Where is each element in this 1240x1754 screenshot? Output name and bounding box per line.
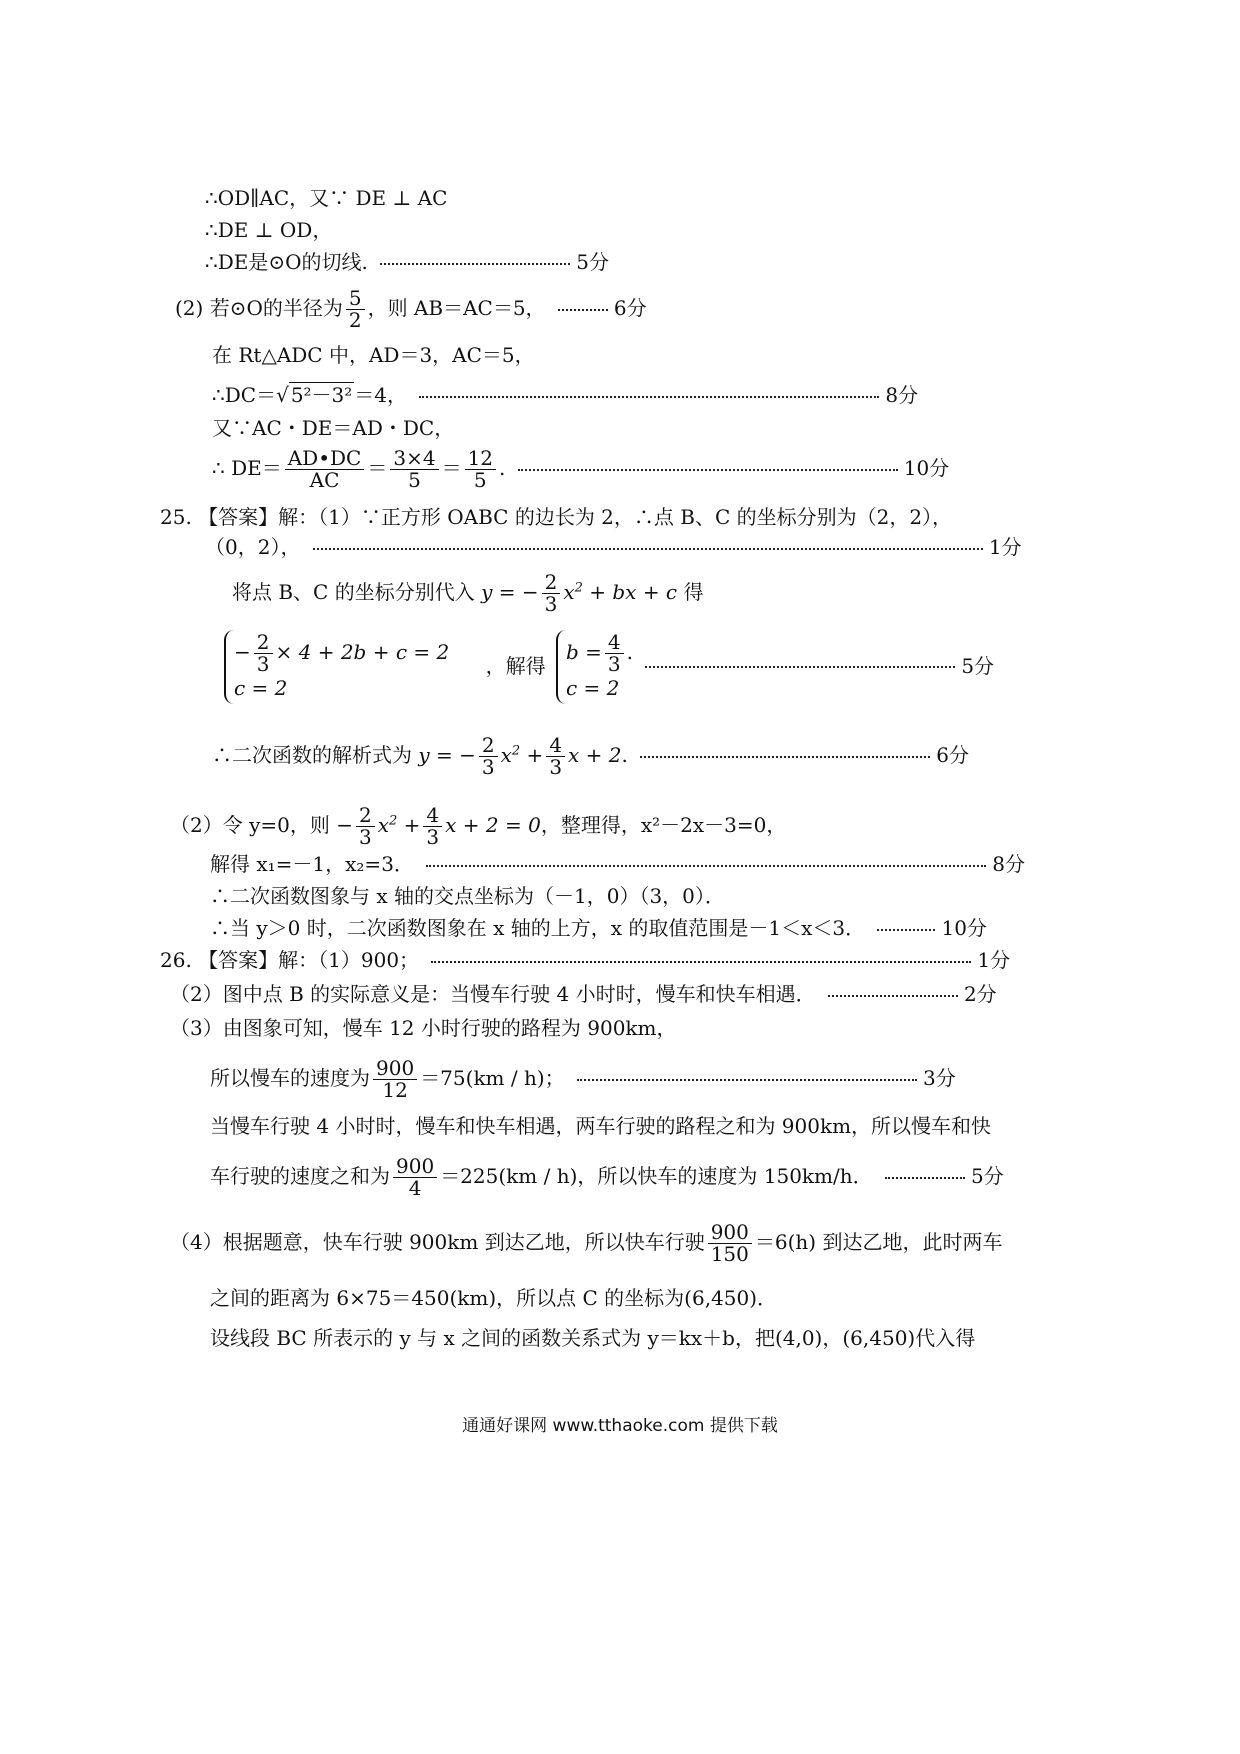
numerator: 3×4 [390,448,438,470]
p25-line-6-post: ，整理得，x²－2x－3=0， [540,813,787,837]
denominator: 3 [549,755,563,779]
numerator: 4 [546,735,565,757]
fraction [356,805,375,848]
p24-line-6-post: ＝4， [354,383,408,407]
p25-line-5: ∴二次函数的解析式为 y = − $\frac{2}{3}$ $x^2$ + $\frac{4}{3}$ x + 2. 6分 [212,733,969,779]
p24-line-4 [175,288,647,331]
fraction [605,632,624,675]
p25-line-3 [232,572,704,615]
p25-line-7-text: 解得 x₁=－1，x₂=3． [210,852,414,876]
equation-part: x + 2 = 0 [445,813,541,837]
score: 8分 [885,383,919,407]
fraction [708,1222,752,1265]
fraction [393,1156,437,1199]
numerator: 2 [542,572,561,594]
p26-line-1 [160,948,1010,972]
fraction [346,288,365,331]
numerator: 12 [465,448,496,470]
equation-system-2: b = $\frac{4}{3}$ . c = 2 [556,630,633,704]
leader-dots [877,929,935,931]
fraction [546,735,565,778]
p25-line-5-pre: ∴二次函数的解析式为 [212,743,412,767]
p25-line-2 [205,535,1022,559]
numerator: AD•DC [285,448,365,470]
leader-dots [558,309,608,311]
p25-line-4-mid: ，解得 [485,653,546,678]
score: 10分 [941,916,987,940]
leader-dots [518,469,898,471]
leader-dots [431,961,971,963]
numerator: 900 [708,1222,752,1244]
p26-line-5: 当慢车行驶 4 小时时，慢车和快车相遇，两车行驶的路程之和为 900km，所以慢车和快 [210,1114,992,1138]
denominator: 12 [382,1078,408,1102]
system-1-eq-1: × 4 + 2b + c = 2 [275,640,450,664]
denominator: AC [309,468,340,492]
score: 6分 [613,296,647,320]
p24-line-5: 在 Rt△ADC 中，AD＝3，AC＝5， [212,343,535,367]
page-footer: 通通好课网 www.tthaoke.com 提供下载 [462,1416,778,1436]
equation-system-1: − $\frac{2}{3}$ × 4 + 2b + c = 2 c = 2 [224,630,449,704]
denominator: 3 [256,652,270,676]
fraction [285,448,365,491]
equation-part: $x^2$ + [377,813,421,837]
score: 5分 [961,653,995,678]
p26-line-4-post: ＝75(km / h)； [420,1066,565,1090]
p25-line-9-text: ∴当 y＞0 时，二次函数图象在 x 轴的上方，x 的取值范围是－1＜x＜3． [210,916,866,940]
leader-dots [828,995,958,997]
p26-line-6-post: ＝225(km / h)，所以快车的速度为 150km/h． [440,1164,873,1188]
p24-line-7: 又∵AC・DE＝AD・DC， [212,416,455,440]
numerator: 2 [356,805,375,827]
p24-line-6: ∴DC＝√ 5²－3² ＝4， 8分 [212,383,919,407]
denominator: 3 [607,652,621,676]
p24-line-4-pre: (2) 若⊙O的半径为 [175,296,343,320]
p25-line-6: （2）令 y=0，则 − $\frac{2}{3}$ $x^2$ + $\frac{4}{3}$ x + 2 = 0，整理得，x²－2x－3=0， [170,803,787,849]
system-2-eq-2: c = 2 [565,676,620,700]
p26-line-4 [210,1058,956,1101]
leader-dots [313,548,983,550]
fraction [254,632,273,675]
p25-line-3-post: 得 [683,580,704,604]
p25-line-1: 25. 【答案】解：（1）∵正方形 OABC 的边长为 2，∴点 B、C 的坐标分别为（2，2）， [160,505,953,529]
denominator: 4 [408,1176,422,1200]
p24-line-2: ∴DE ⊥ OD， [205,218,333,242]
score: 6分 [936,743,969,767]
sqrt-radicand: 5²－3² [290,383,353,407]
p24-line-3-text: ∴DE是⊙O的切线. [205,250,368,274]
leader-dots [419,396,879,398]
p25-line-2-text: （0，2）， [205,535,301,559]
denominator: 3 [426,825,440,849]
leader-dots [426,865,986,867]
score: 5分 [576,250,609,274]
score: 1分 [988,535,1022,559]
p26-line-6-pre: 车行驶的速度之和为 [210,1164,390,1188]
score: 10分 [903,456,950,480]
numerator: 900 [393,1156,437,1178]
p26-line-4-pre: 所以慢车的速度为 [210,1066,370,1090]
p24-line-4-post: ，则 AB＝AC＝5， [367,296,546,320]
p24-line-6-pre: ∴DC＝ [212,383,277,407]
denominator: 3 [544,592,558,616]
p26-line-7-pre: （4）根据题意，快车行驶 900km 到达乙地，所以快车行驶 [170,1230,705,1254]
p24-line-8-post: . [499,456,506,480]
system-2-eq-1: b = [565,640,602,664]
p25-line-6-pre: （2）令 y=0，则 [170,813,330,837]
p26-line-6 [210,1156,1004,1199]
equation-rest: $x^2$ + bx + c [563,580,678,604]
numerator: 4 [605,632,624,654]
p26-line-8: 之间的距离为 6×75＝450(km)，所以点 C 的坐标为(6,450)． [210,1286,778,1310]
score: 5分 [970,1164,1004,1188]
score: 3分 [923,1066,956,1090]
equation-part: $x^2$ + [500,743,544,767]
p26-line-2 [170,982,997,1006]
numerator: 2 [479,735,498,757]
p24-line-3 [205,250,609,274]
p25-line-7 [210,852,1025,876]
denominator: 2 [348,308,362,332]
p25-line-4 [220,630,994,704]
p25-line-3-pre: 将点 B、C 的坐标分别代入 [232,580,475,604]
p26-line-9: 设线段 BC 所表示的 y 与 x 之间的函数关系式为 y＝kx＋b，把(4,0)，(6,450)代入得 [210,1326,976,1350]
score: 1分 [977,948,1011,972]
p26-line-2-text: （2）图中点 B 的实际意义是：当慢车行驶 4 小时时，慢车和快车相遇． [170,982,816,1006]
denominator: 5 [408,468,421,492]
leader-dots [380,263,570,265]
p24-line-8: ∴ DE＝ $\frac{AD•DC}{AC}$ ＝ $\frac{3\times 4}{5}$ ＝ $\frac{12}{5}$ . 10分 [212,446,950,492]
equation-part: x + 2 [568,743,622,767]
p26-line-7 [170,1222,1002,1265]
p26-line-1-text: 26. 【答案】解：（1）900； [160,948,420,972]
fraction [479,735,498,778]
score: 8分 [992,852,1026,876]
fraction [465,448,496,491]
p25-line-9 [210,916,987,940]
leader-dots [885,1177,965,1179]
p26-line-7-post: ＝6(h) 到达乙地，此时两车 [754,1230,1003,1254]
p25-line-8: ∴二次函数图象与 x 轴的交点坐标为（－1，0）（3，0）． [210,884,725,908]
numerator: 2 [254,632,273,654]
denominator: 3 [359,825,372,849]
numerator: 5 [346,288,365,310]
p26-line-3: （3）由图象可知，慢车 12 小时行驶的路程为 900km， [170,1016,677,1040]
equation: y = − [481,580,539,604]
numerator: 900 [373,1058,417,1080]
score: 2分 [963,982,997,1006]
fraction [390,448,438,491]
fraction [423,805,442,848]
leader-dots [640,756,930,758]
equation: y = − [418,743,476,767]
system-1-eq-2: c = 2 [234,676,288,700]
denominator: 5 [473,468,487,492]
fraction [373,1058,417,1101]
leader-dots [645,666,955,668]
denominator: 150 [710,1242,749,1266]
p24-line-8-pre: ∴ DE＝ [212,456,282,480]
p24-line-1: ∴OD∥AC，又∵ DE ⊥ AC [205,186,448,210]
denominator: 3 [481,755,495,779]
numerator: 4 [423,805,442,827]
leader-dots [577,1079,917,1081]
fraction [542,572,561,615]
